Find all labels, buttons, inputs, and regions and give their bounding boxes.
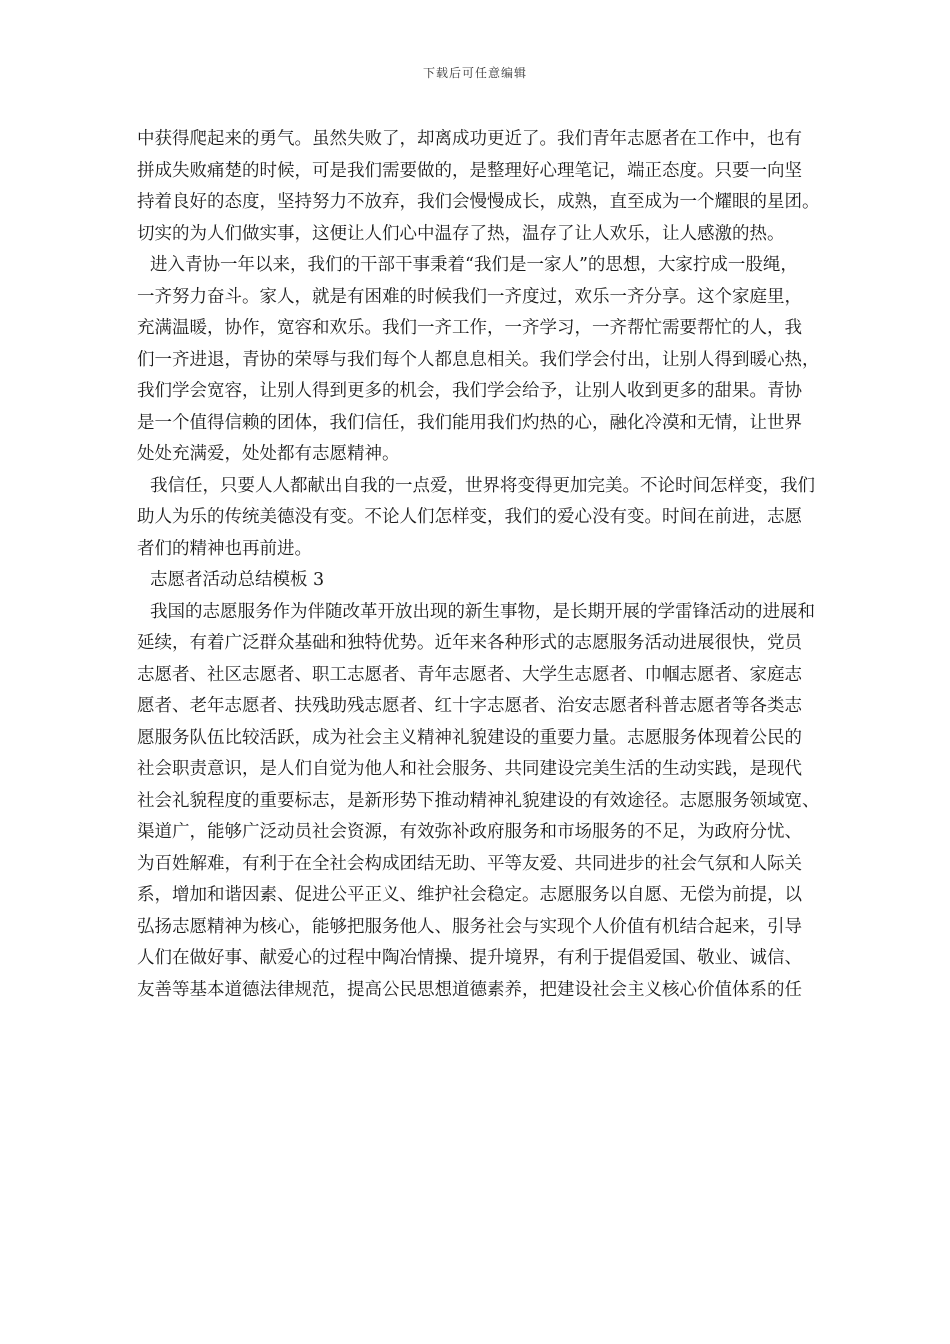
text-line: 为百姓解难，有利于在全社会构成团结无助、平等友爱、共同进步的社会气氛和人际关 — [137, 853, 802, 874]
text-line: 系，增加和谐因素、促进公平正义、维护社会稳定。志愿服务以自愿、无偿为前提，以 — [137, 885, 802, 905]
text-line: 愿者、老年志愿者、扶残助残志愿者、红十字志愿者、治安志愿者科普志愿者等各类志 — [137, 696, 802, 716]
text-line: 者们的精神也再前进。 — [137, 538, 312, 559]
text-line: 我国的志愿服务作为伴随改革开放出现的新生事物，是长期开展的学雷锋活动的进展和 — [150, 601, 815, 622]
text-line: 中获得爬起来的勇气。虽然失败了，却离成功更近了。我们青年志愿者在工作中，也有 — [137, 129, 802, 149]
text-line: 充满温暖，协作，宽容和欢乐。我们一齐工作，一齐学习，一齐帮忙需要帮忙的人，我 — [137, 318, 802, 338]
text-line: 们一齐进退，青协的荣辱与我们每个人都息息相关。我们学会付出，让别人得到暖心热， — [137, 349, 820, 370]
page-header-note: 下载后可任意编辑 — [422, 66, 527, 80]
text-line: 延续，有着广泛群众基础和独特优势。近年来各种形式的志愿服务活动进展很快，党员 — [137, 633, 802, 653]
text-line: 一齐努力奋斗。家人，就是有困难的时候我们一齐度过，欢乐一齐分享。这个家庭里， — [137, 286, 802, 307]
text-line: 助人为乐的传统美德没有变。不论人们怎样变，我们的爱心没有变。时间在前进，志愿 — [137, 507, 802, 527]
text-line: 持着良好的态度，坚持努力不放弃，我们会慢慢成长，成熟，直至成为一个耀眼的星团。 — [137, 192, 820, 212]
text-line: 是一个值得信赖的团体，我们信任，我们能用我们灼热的心，融化冷漠和无情，让世界 — [137, 412, 802, 433]
text-line: 友善等基本道德法律规范，提高公民思想道德素养，把建设社会主义核心价值体系的任 — [137, 979, 802, 1000]
text-line: 人们在做好事、献爱心的过程中陶冶情操、提升境界，有利于提倡爱国、敬业、诚信、 — [137, 948, 802, 968]
text-line: 拼成失败痛楚的时候，可是我们需要做的，是整理好心理笔记，端正态度。只要一向坚 — [137, 160, 802, 181]
text-line: 渠道广，能够广泛动员社会资源，有效弥补政府服务和市场服务的不足，为政府分忧、 — [137, 822, 802, 842]
text-line: 志愿者、社区志愿者、职工志愿者、青年志愿者、大学生志愿者、巾帼志愿者、家庭志 — [137, 664, 802, 685]
text-line: 社会职责意识，是人们自觉为他人和社会服务、共同建设完美生活的生动实践，是现代 — [137, 759, 802, 779]
text-line: 我们学会宽容，让别人得到更多的机会，我们学会给予，让别人收到更多的甜果。青协 — [137, 381, 802, 401]
text-line: 处处充满爱，处处都有志愿精神。 — [137, 444, 400, 464]
text-line: 切实的为人们做实事，这便让人们心中温存了热，温存了让人欢乐，让人感激的热。 — [137, 223, 785, 244]
document-body — [137, 124, 897, 1006]
text-line: 愿服务队伍比较活跃，成为社会主义精神礼貌建设的重要力量。志愿服务体现着公民的 — [137, 727, 802, 748]
text-line: 社会礼貌程度的重要标志，是新形势下推动精神礼貌建设的有效途径。志愿服务领域宽、 — [137, 790, 820, 811]
text-line: 我信任，只要人人都献出自我的一点爱，世界将变得更加完美。不论时间怎样变，我们 — [150, 475, 815, 496]
text-line: 弘扬志愿精神为核心，能够把服务他人、服务社会与实现个人价值有机结合起来，引导 — [137, 916, 802, 937]
text-line: 进入青协一年以来，我们的干部干事秉着“我们是一家人”的思想，大家拧成一股绳， — [150, 255, 798, 275]
text-line: 志愿者活动总结模板 3 — [150, 570, 325, 590]
